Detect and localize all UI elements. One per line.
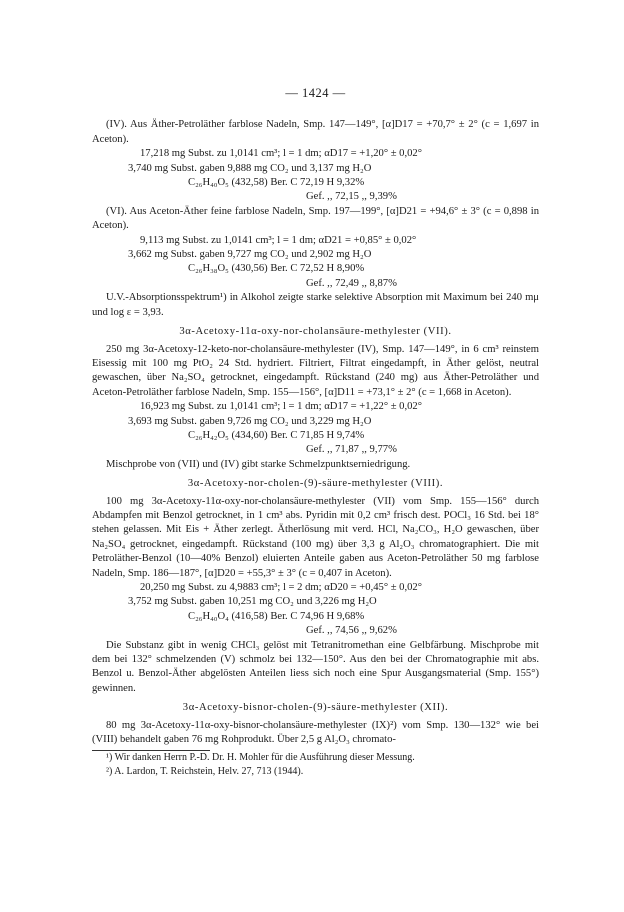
paragraph: 250 mg 3α-Acetoxy-12-keto-nor-cholansäure-methylester (IV), Smp. 147—149°, in 6 cm³ reinstem Eisessig mit 100 mg PtO₂ 24 Std. hydriert. Filtriert, Filtrat eingedampft, in Äther gelöst, neutral gewaschen, über Na₂SO₄ getrocknet, eingedampft. Rückstand (240 mg) aus Äther-Petroläther und Aceton-Petroläther farblose Nadeln, Smp. 155—156°, [α]D11 = +73,1° ± 2° (c = 1,668 in Aceton). bbox=[92, 343, 539, 398]
formula-line: C₂₆H₄₂O₅ (434,60) Ber. C 71,85 H 9,74% bbox=[188, 429, 365, 441]
found-line: Gef. ,, 72,15 ,, 9,39% bbox=[306, 191, 397, 203]
data-line: 9,113 mg Subst. zu 1,0141 cm³; l = 1 dm; αD21 = +0,85° ± 0,02° bbox=[140, 234, 417, 246]
formula-line: C₂₆H₃₈O₅ (430,56) Ber. C 72,52 H 8,90% bbox=[188, 263, 365, 275]
section-heading: 3α-Acetoxy-nor-cholen-(9)-säure-methylester (VIII). bbox=[187, 478, 444, 490]
data-line: 17,218 mg Subst. zu 1,0141 cm³; l = 1 dm; αD17 = +1,20° ± 0,02° bbox=[140, 148, 422, 160]
data-line: 3,693 mg Subst. gaben 9,726 mg CO₂ und 3,229 mg H₂O bbox=[128, 415, 372, 427]
paragraph: (IV). Aus Äther-Petroläther farblose Nadeln, Smp. 147—149°, [α]D17 = +70,7° ± 2° (c = 1,697 in Aceton). bbox=[92, 119, 539, 145]
paragraph: 100 mg 3α-Acetoxy-11α-oxy-nor-cholansäure-methylester (VII) vom Smp. 155—156° durch Abdampfen mit Benzol getrocknet, in 1 cm³ abs. Pyridin mit 0,2 cm³ frisch dest. POCl₃ 16 Std. bei 18° stehen gelassen. Mit Eis + Äther zerlegt. Ätherlösung mit verd. HCl, Na₂CO₃, H₂O gewaschen, über Na₂SO₄ getrocknet, eingedampft. Rückstand (100 mg) über 3,3 g Al₂O₃ chromatographiert. Die mit Petroläther-Benzol (10—40% Benzol) eluierten Anteile gaben aus Aceton-Petroläther 50 mg farblose Nadeln, Smp. 186—187°, [α]D20 = +55,3° ± 3° (c = 0,407 in Aceton). bbox=[92, 495, 539, 579]
paragraph: Die Substanz gibt in wenig CHCl₃ gelöst mit Tetranitromethan eine Gelbfärbung. Mischprobe mit dem bei 132° schmelzenden (V) schmolz bei 132—150°. Aus den bei der Chromatographie mit abs. Benzol u. Benzol-Äther abgelösten Anteilen liess sich noch eine Spur Ausgangsmaterial (Smp. 155°) gewinnen. bbox=[92, 639, 539, 694]
data-line: 3,752 mg Subst. gaben 10,251 mg CO₂ und 3,226 mg H₂O bbox=[128, 596, 377, 608]
data-line: 3,662 mg Subst. gaben 9,727 mg CO₂ und 2,902 mg H₂O bbox=[128, 249, 372, 261]
found-line: Gef. ,, 71,87 ,, 9,77% bbox=[306, 444, 397, 456]
paragraph: U.V.-Absorptionsspektrum¹) in Alkohol zeigte starke selektive Absorption mit Maximum bei 240 mμ und log ε = 3,93. bbox=[92, 292, 539, 318]
paragraph: Mischprobe von (VII) und (IV) gibt starke Schmelzpunktserniedrigung. bbox=[106, 458, 411, 470]
footnote: ¹) Wir danken Herrn P.-D. Dr. H. Mohler für die Ausführung dieser Messung. bbox=[106, 752, 415, 764]
paragraph: 80 mg 3α-Acetoxy-11α-oxy-bisnor-cholansäure-methylester (IX)²) vom Smp. 130—132° wie bei (VIII) behandelt gaben 76 mg Rohprodukt. Über 2,5 g Al₂O₃ chromato- bbox=[92, 719, 539, 746]
formula-line: C₂₆H₄₀O₄ (416,58) Ber. C 74,96 H 9,68% bbox=[188, 610, 365, 622]
paragraph: (VI). Aus Aceton-Äther feine farblose Nadeln, Smp. 197—199°, [α]D21 = +94,6° ± 3° (c = 0,898 in Aceton). bbox=[92, 205, 539, 232]
section-heading: 3α-Acetoxy-11α-oxy-nor-cholansäure-methylester (VII). bbox=[179, 326, 452, 338]
data-line: 20,250 mg Subst. zu 4,9883 cm³; l = 2 dm; αD20 = +0,45° ± 0,02° bbox=[140, 582, 422, 593]
page-number: — 1424 — bbox=[285, 86, 346, 100]
data-line: 16,923 mg Subst. zu 1,0141 cm³; l = 1 dm; αD17 = +1,22° ± 0,02° bbox=[140, 401, 422, 413]
data-line: 3,740 mg Subst. gaben 9,888 mg CO₂ und 3,137 mg H₂O bbox=[128, 162, 372, 174]
document-page bbox=[92, 86, 539, 778]
found-line: Gef. ,, 74,56 ,, 9,62% bbox=[306, 625, 397, 637]
section-heading: 3α-Acetoxy-bisnor-cholen-(9)-säure-methylester (XII). bbox=[182, 702, 449, 714]
formula-line: C₂₆H₄₀O₅ (432,58) Ber. C 72,19 H 9,32% bbox=[188, 177, 365, 189]
footnote: ²) A. Lardon, T. Reichstein, Helv. 27, 713 (1944). bbox=[106, 765, 304, 777]
found-line: Gef. ,, 72,49 ,, 8,87% bbox=[306, 277, 397, 289]
